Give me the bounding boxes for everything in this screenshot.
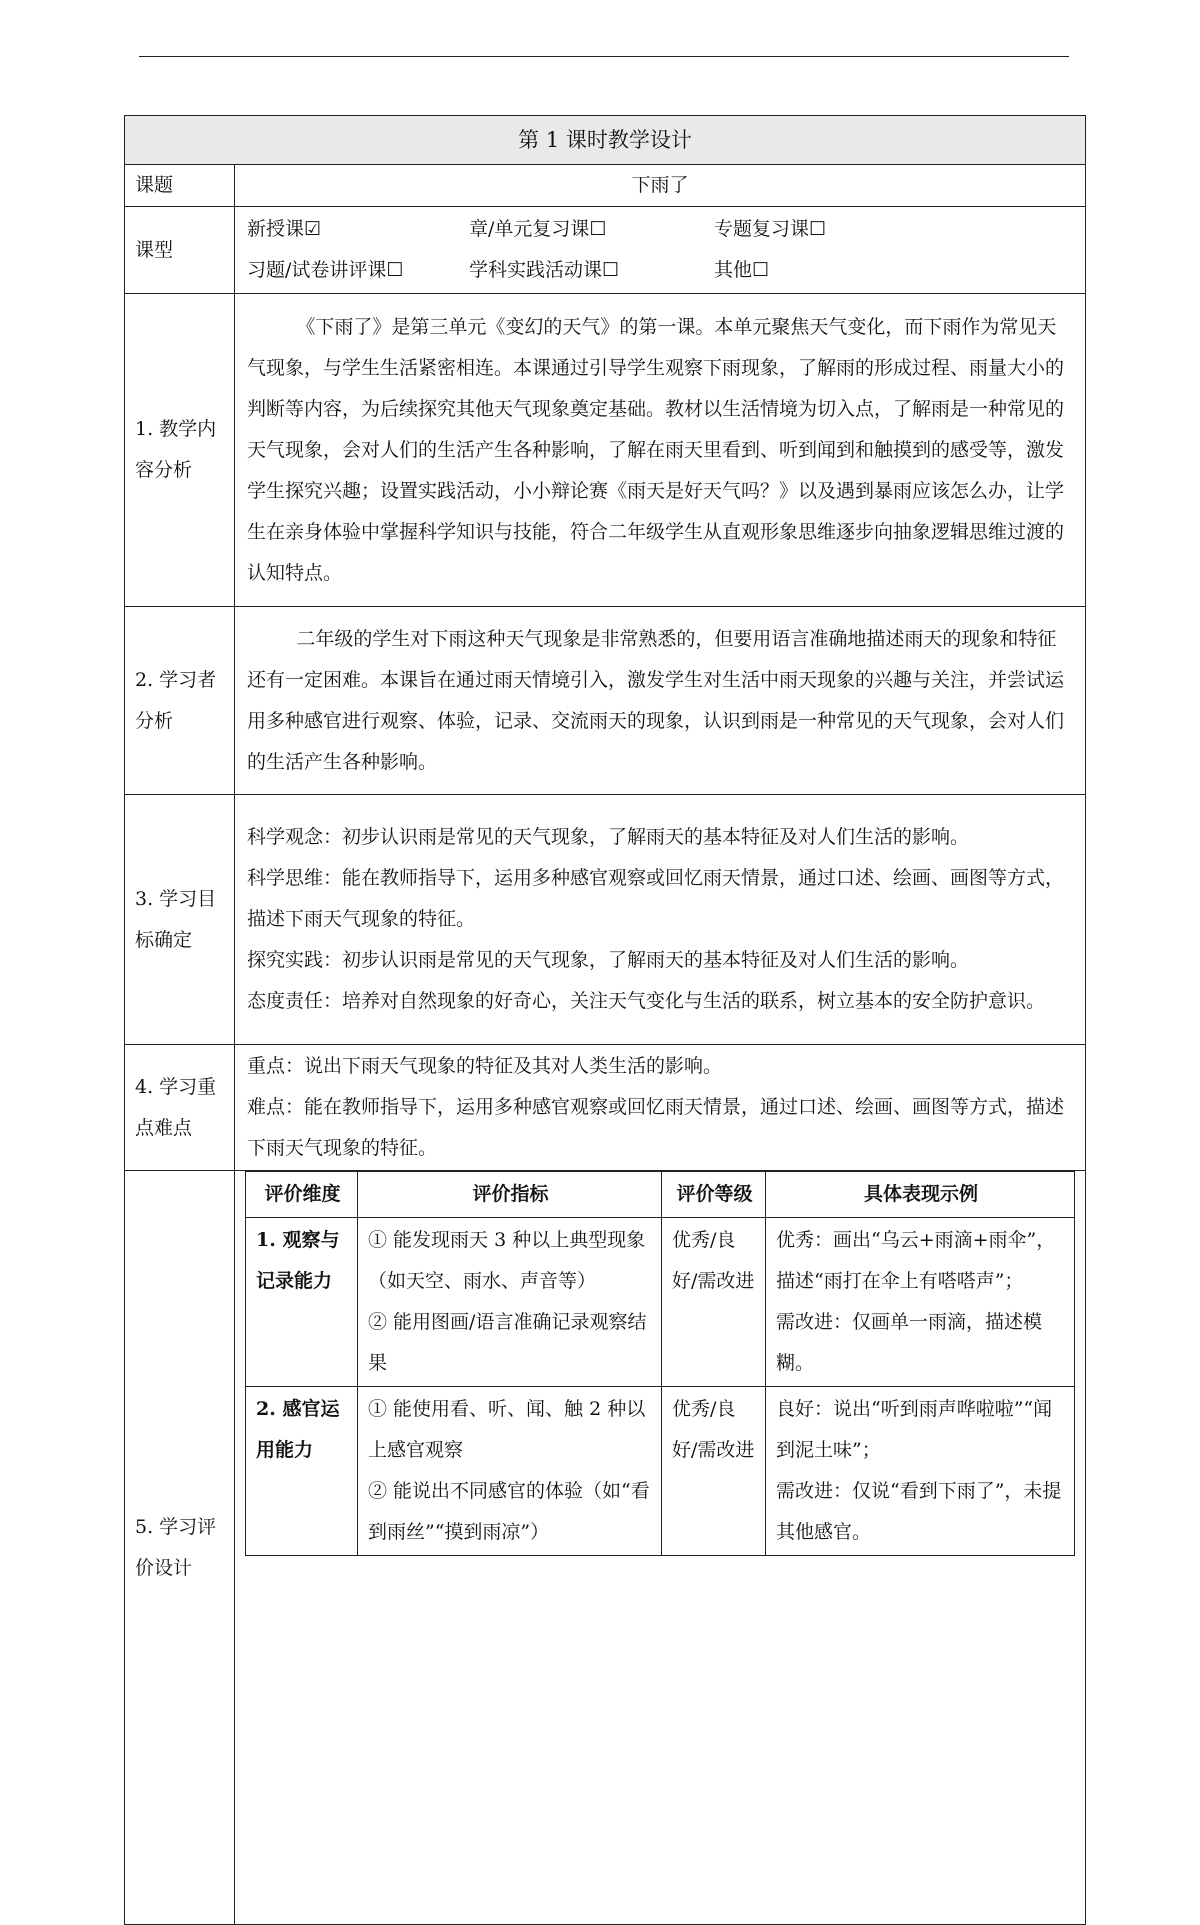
lesson-design-table (124, 115, 1086, 1925)
evaluation-header-row (246, 1172, 1075, 1218)
row-indicators (358, 1387, 662, 1556)
type-option-exercise: 习题/试卷讲评课☐ (247, 259, 404, 281)
table-row (246, 1218, 1075, 1387)
indicator-item: ① 能使用看、听、闻、触 2 种以上感官观察 (368, 1398, 646, 1461)
type-option-topic-review: 专题复习课☐ (714, 218, 827, 240)
paragraph: 《下雨了》是第三单元《变幻的天气》的第一课。本单元聚焦天气变化，而下雨作为常见天气现象，与学生生活紧密相连。本课通过引导学生观察下雨现象，了解雨的形成过程、雨量大小的判断等内容，为后续探究其他天气现象奠定基础。教材以生活情境为切入点，了解雨是一种常见的天气现象，会对人们的生活产生各种影响，了解在雨天里看到、听到闻到和触摸到的感受等，激发学生探究兴趣；设置实践活动，小小辩论赛《雨天是好天气吗？》以及遇到暴雨应该怎么办，让学生在亲身体验中掌握科学知识与技能，符合二年级学生从直观形象思维逐步向抽象逻辑思维过渡的认知特点。 (247, 315, 1065, 584)
header-dimension: 评价维度 (246, 1172, 358, 1218)
indicator-item: ① 能发现雨天 3 种以上典型现象（如天空、雨水、声音等） (368, 1229, 646, 1292)
type-label: 课型 (125, 207, 235, 294)
type-option-unit-review: 章/单元复习课☐ (469, 218, 607, 240)
row-dimension: 2. 感官运用能力 (246, 1387, 358, 1556)
header-grade: 评价等级 (662, 1172, 766, 1218)
table-row (246, 1387, 1075, 1556)
indicator-item: ② 能用图画/语言准确记录观察结果 (368, 1311, 647, 1374)
example-item: 需改进：仅说“看到下雨了”，未提其他感官。 (776, 1480, 1062, 1543)
type-row-1 (247, 209, 1073, 250)
header-example: 具体表现示例 (766, 1172, 1075, 1218)
section-label-key-points: 4. 学习重点难点 (125, 1045, 235, 1171)
difficult-point: 难点：能在教师指导下，运用多种感官观察或回忆雨天情景，通过口述、绘画、画图等方式，描述下雨天气现象的特征。 (247, 1096, 1065, 1159)
paragraph: 二年级的学生对下雨这种天气现象是非常熟悉的，但要用语言准确地描述雨天的现象和特征还有一定困难。本课旨在通过雨天情境引入，激发学生对生活中雨天现象的兴趣与关注，并尝试运用多种感官进行观察、体验，记录、交流雨天的现象，认识到雨是一种常见的天气现象，会对人们的生活产生各种影响。 (247, 627, 1065, 773)
row-grade: 优秀/良好/需改进 (662, 1218, 766, 1387)
row-grade: 优秀/良好/需改进 (662, 1387, 766, 1556)
type-row-2 (247, 250, 1073, 291)
type-options (235, 207, 1086, 294)
header-indicator: 评价指标 (358, 1172, 662, 1218)
example-item: 良好：说出“听到雨声哗啦啦”“闻到泥土味”； (776, 1398, 1053, 1461)
section-body-key-points (235, 1045, 1086, 1171)
section-body-objectives (235, 795, 1086, 1045)
section-body-evaluation (235, 1171, 1086, 1925)
section-label-learner-analysis: 2. 学习者分析 (125, 607, 235, 795)
section-label-objectives: 3. 学习目标确定 (125, 795, 235, 1045)
objective-science-thinking: 科学思维：能在教师指导下，运用多种感官观察或回忆雨天情景，通过口述、绘画、画图等方式，描述下雨天气现象的特征。 (247, 867, 1065, 930)
topic-label: 课题 (125, 165, 235, 207)
row-dimension: 1. 观察与记录能力 (246, 1218, 358, 1387)
row-examples (766, 1387, 1075, 1556)
topic-value: 下雨了 (235, 165, 1086, 207)
row-indicators (358, 1218, 662, 1387)
section-label-content-analysis: 1. 教学内容分析 (125, 294, 235, 607)
indicator-item: ② 能说出不同感官的体验（如“看到雨丝”“摸到雨凉”） (368, 1480, 650, 1543)
objective-attitude: 态度责任：培养对自然现象的好奇心，关注天气变化与生活的联系，树立基本的安全防护意识。 (247, 990, 1046, 1012)
type-option-practice: 学科实践活动课☐ (469, 259, 620, 281)
section-label-evaluation: 5. 学习评价设计 (125, 1171, 235, 1925)
section-body-learner-analysis (235, 607, 1086, 795)
type-option-other: 其他☐ (714, 259, 770, 281)
table-title: 第 1 课时教学设计 (125, 116, 1086, 165)
objective-science-concept: 科学观念：初步认识雨是常见的天气现象，了解雨天的基本特征及对人们生活的影响。 (247, 826, 970, 848)
example-item: 需改进：仅画单一雨滴，描述模糊。 (776, 1311, 1043, 1374)
example-item: 优秀：画出“乌云+雨滴+雨伞”，描述“雨打在伞上有嗒嗒声”； (776, 1229, 1056, 1292)
evaluation-table (245, 1171, 1075, 1556)
row-examples (766, 1218, 1075, 1387)
objective-inquiry-practice: 探究实践：初步认识雨是常见的天气现象，了解雨天的基本特征及对人们生活的影响。 (247, 949, 970, 971)
header-rule (139, 56, 1069, 57)
key-point: 重点：说出下雨天气现象的特征及其对人类生活的影响。 (247, 1055, 723, 1077)
type-option-new: 新授课☑ (247, 218, 322, 240)
section-body-content-analysis (235, 294, 1086, 607)
